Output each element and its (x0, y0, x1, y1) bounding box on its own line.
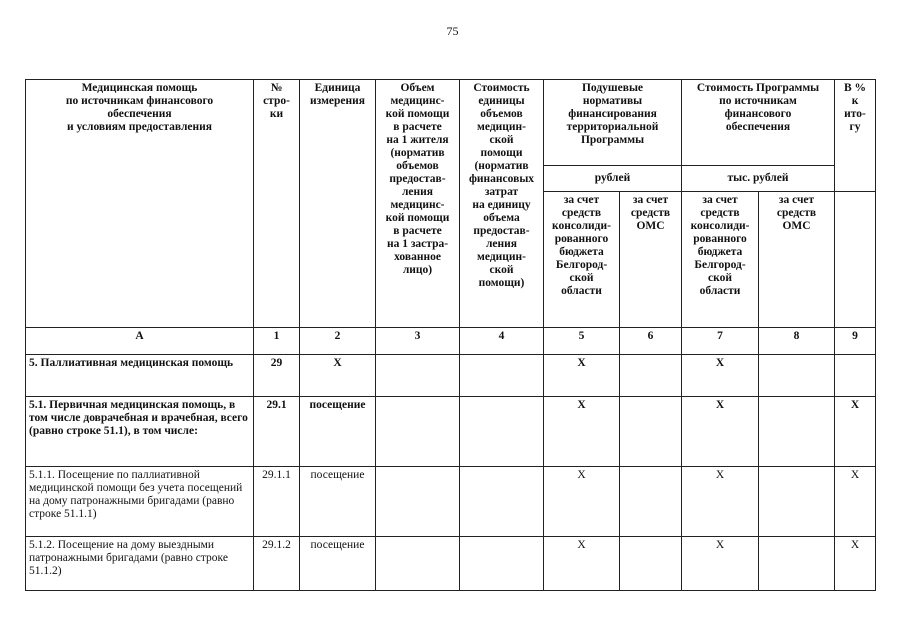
header-col-8: за счет средств ОМС (759, 192, 835, 328)
table-row (26, 467, 876, 537)
header-col-6: за счет средств ОМС (620, 192, 682, 328)
row-unit: посещение (300, 397, 376, 467)
row-c5: Х (544, 397, 620, 467)
index-row (26, 328, 876, 355)
row-name: 5.1. Первичная медицинская помощь, в том числе доврачебная и врачебная, всего (равно строке 51.1), в том числе: (26, 397, 254, 467)
row-c9 (835, 355, 876, 397)
row-c4 (460, 397, 544, 467)
table-row (26, 537, 876, 591)
header-col-2: Единица измерения (300, 80, 376, 328)
index-cell: 3 (376, 328, 460, 355)
row-c3 (376, 467, 460, 537)
row-name: 5.1.2. Посещение на дому выездными патронажными бригадами (равно строке 51.1.2) (26, 537, 254, 591)
index-cell: 1 (254, 328, 300, 355)
row-c4 (460, 355, 544, 397)
row-c5: Х (544, 355, 620, 397)
header-col-a: Медицинская помощь по источникам финансового обеспечения и условиям предоставления (26, 80, 254, 328)
row-name: 5.1.1. Посещение по паллиативной медицинской помощи без учета посещений на дому патронажными бригадами (равно строке 51.1.1) (26, 467, 254, 537)
row-num: 29.1 (254, 397, 300, 467)
row-num: 29.1.2 (254, 537, 300, 591)
row-c6 (620, 467, 682, 537)
row-c8 (759, 355, 835, 397)
row-c4 (460, 467, 544, 537)
row-c9: Х (835, 467, 876, 537)
page-number: 75 (446, 24, 459, 38)
header-col-7: за счет средств консолиди- рованного бюджета Белгород- ской области (682, 192, 759, 328)
index-cell: 7 (682, 328, 759, 355)
row-unit: Х (300, 355, 376, 397)
row-c9: Х (835, 537, 876, 591)
row-c3 (376, 397, 460, 467)
index-cell: 6 (620, 328, 682, 355)
header-unit-56: рублей (544, 166, 682, 192)
header-col-9: В % к ито- гу (835, 80, 876, 192)
row-c6 (620, 355, 682, 397)
row-c4 (460, 537, 544, 591)
table-row (26, 397, 876, 467)
row-c9: Х (835, 397, 876, 467)
row-c5: Х (544, 537, 620, 591)
index-cell: 5 (544, 328, 620, 355)
index-cell: 8 (759, 328, 835, 355)
row-num: 29.1.1 (254, 467, 300, 537)
row-c7: Х (682, 397, 759, 467)
row-num: 29 (254, 355, 300, 397)
header-col-5: за счет средств консолиди- рованного бюджета Белгород- ской области (544, 192, 620, 328)
row-c7: Х (682, 537, 759, 591)
row-name: 5. Паллиативная медицинская помощь (26, 355, 254, 397)
row-c8 (759, 397, 835, 467)
row-c7: Х (682, 467, 759, 537)
row-c3 (376, 537, 460, 591)
header-col-9-empty (835, 192, 876, 328)
row-c5: Х (544, 467, 620, 537)
header-col-78: Стоимость Программы по источникам финансового обеспечения (682, 80, 835, 166)
index-cell: А (26, 328, 254, 355)
row-c8 (759, 467, 835, 537)
row-c7: Х (682, 355, 759, 397)
header-unit-78: тыс. рублей (682, 166, 835, 192)
table-row (26, 355, 876, 397)
row-c8 (759, 537, 835, 591)
index-cell: 9 (835, 328, 876, 355)
header-col-56: Подушевые нормативы финансирования территориальной Программы (544, 80, 682, 166)
row-unit: посещение (300, 537, 376, 591)
row-c6 (620, 397, 682, 467)
row-c6 (620, 537, 682, 591)
index-cell: 2 (300, 328, 376, 355)
financing-table (25, 79, 876, 591)
row-c3 (376, 355, 460, 397)
header-col-1: № стро- ки (254, 80, 300, 328)
header-col-4: Стоимость единицы объемов медицин- ской помощи (норматив финансовых затрат на единицу объема предостав- ления медицин- ской помощи) (460, 80, 544, 328)
index-cell: 4 (460, 328, 544, 355)
header-col-3: Объем медицинс- кой помощи в расчете на 1 жителя (норматив объемов предостав- ления медицинс- кой помощи в расчете на 1 застра- хованное лицо) (376, 80, 460, 328)
row-unit: посещение (300, 467, 376, 537)
